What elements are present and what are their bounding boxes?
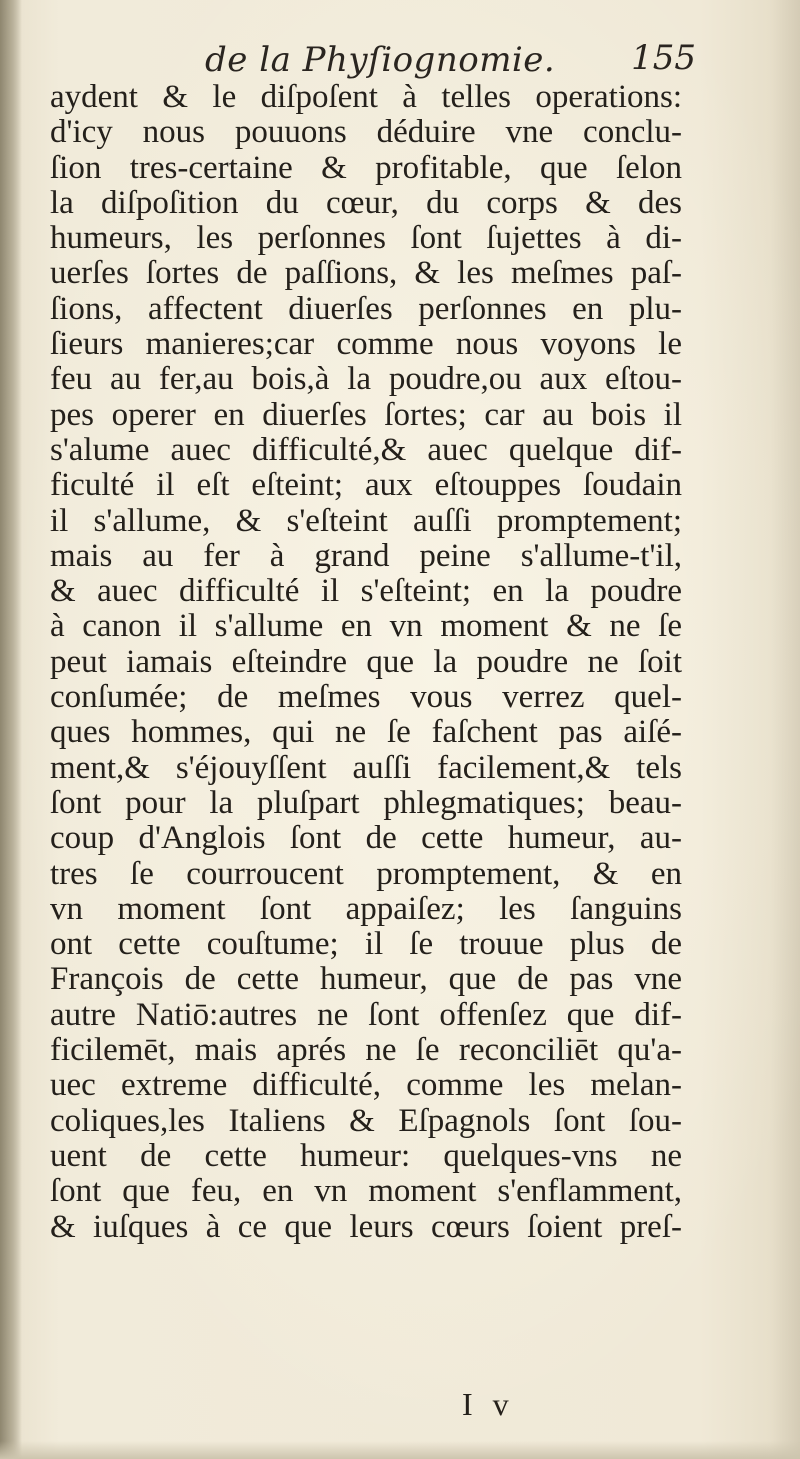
text-line: humeurs, les perſonnes ſont ſujettes à di-: [50, 220, 682, 257]
text-line: ſieurs manieres;car comme nous voyons le: [50, 326, 682, 363]
running-title: de la Phyſiognomie.: [205, 40, 556, 80]
text-line: coliques,les Italiens & Eſpagnols ſont ſou-: [50, 1102, 682, 1139]
text-line: il s'allume, & s'eſteint auſſi promptement;: [50, 502, 682, 539]
text-line: ſions, affectent diuerſes perſonnes en plu-: [50, 290, 682, 327]
text-line: ficulté il eſt eſteint; aux eſtouppes ſoudain: [50, 467, 682, 504]
text-line: mais au fer à grand peine s'allume-t'il,: [50, 537, 682, 574]
text-line: à canon il s'allume en vn moment & ne ſe: [50, 608, 682, 645]
text-line: ſion tres-certaine & profitable, que ſelon: [50, 149, 682, 186]
text-line: d'icy nous pouuons déduire vne conclu-: [50, 114, 682, 151]
text-line: uent de cette humeur: quelques-vns ne: [50, 1137, 682, 1174]
text-line: ment,& s'éjouyſſent auſſi facilement,& tels: [50, 749, 682, 786]
text-line: autre Natiō:autres ne ſont offenſez que dif-: [50, 996, 682, 1033]
text-line: uec extreme difficulté, comme les melan-: [50, 1067, 682, 1104]
text-line: ficilemēt, mais aprés ne ſe reconciliēt qu'a-: [50, 1032, 682, 1069]
text-line: & iuſques à ce que leurs cœurs ſoient preſ-: [50, 1208, 682, 1245]
text-line: & auec difficulté il s'eſteint; en la poudre: [50, 573, 682, 610]
signature-mark: I v: [462, 1386, 515, 1422]
text-line: aydent & le diſpoſent à telles operations:: [50, 79, 682, 115]
text-line: ſont pour la pluſpart phlegmatiques; beau-: [50, 784, 682, 821]
page-number: 155: [631, 38, 696, 78]
body-text: [50, 80, 682, 1245]
text-line: François de cette humeur, que de pas vne: [50, 961, 682, 998]
text-line: ques hommes, qui ne ſe faſchent pas aiſé-: [50, 714, 682, 751]
text-line: coup d'Anglois ſont de cette humeur, au-: [50, 820, 682, 857]
text-line: feu au fer,au bois,à la poudre,ou aux eſtou-: [50, 361, 682, 398]
text-line: ont cette couſtume; il ſe trouue plus de: [50, 926, 682, 963]
text-line: tres ſe courroucent promptement, & en: [50, 855, 682, 892]
page-gutter-shadow: [0, 0, 22, 1459]
text-line: conſumée; de meſmes vous verrez quel-: [50, 679, 682, 716]
text-line: vn moment ſont appaiſez; les ſanguins: [50, 890, 682, 927]
text-line: pes operer en diuerſes ſortes; car au bois il: [50, 396, 682, 433]
text-line: la diſpoſition du cœur, du corps & des: [50, 184, 682, 221]
text-line: uerſes ſortes de paſſions, & les meſmes paſ-: [50, 255, 682, 292]
text-line: ſont que feu, en vn moment s'enflamment,: [50, 1173, 682, 1210]
page-bottom-edge: [0, 1441, 800, 1459]
text-line: s'alume auec difficulté,& auec quelque dif-: [50, 431, 682, 468]
text-line: peut iamais eſteindre que la poudre ne ſoit: [50, 643, 682, 680]
